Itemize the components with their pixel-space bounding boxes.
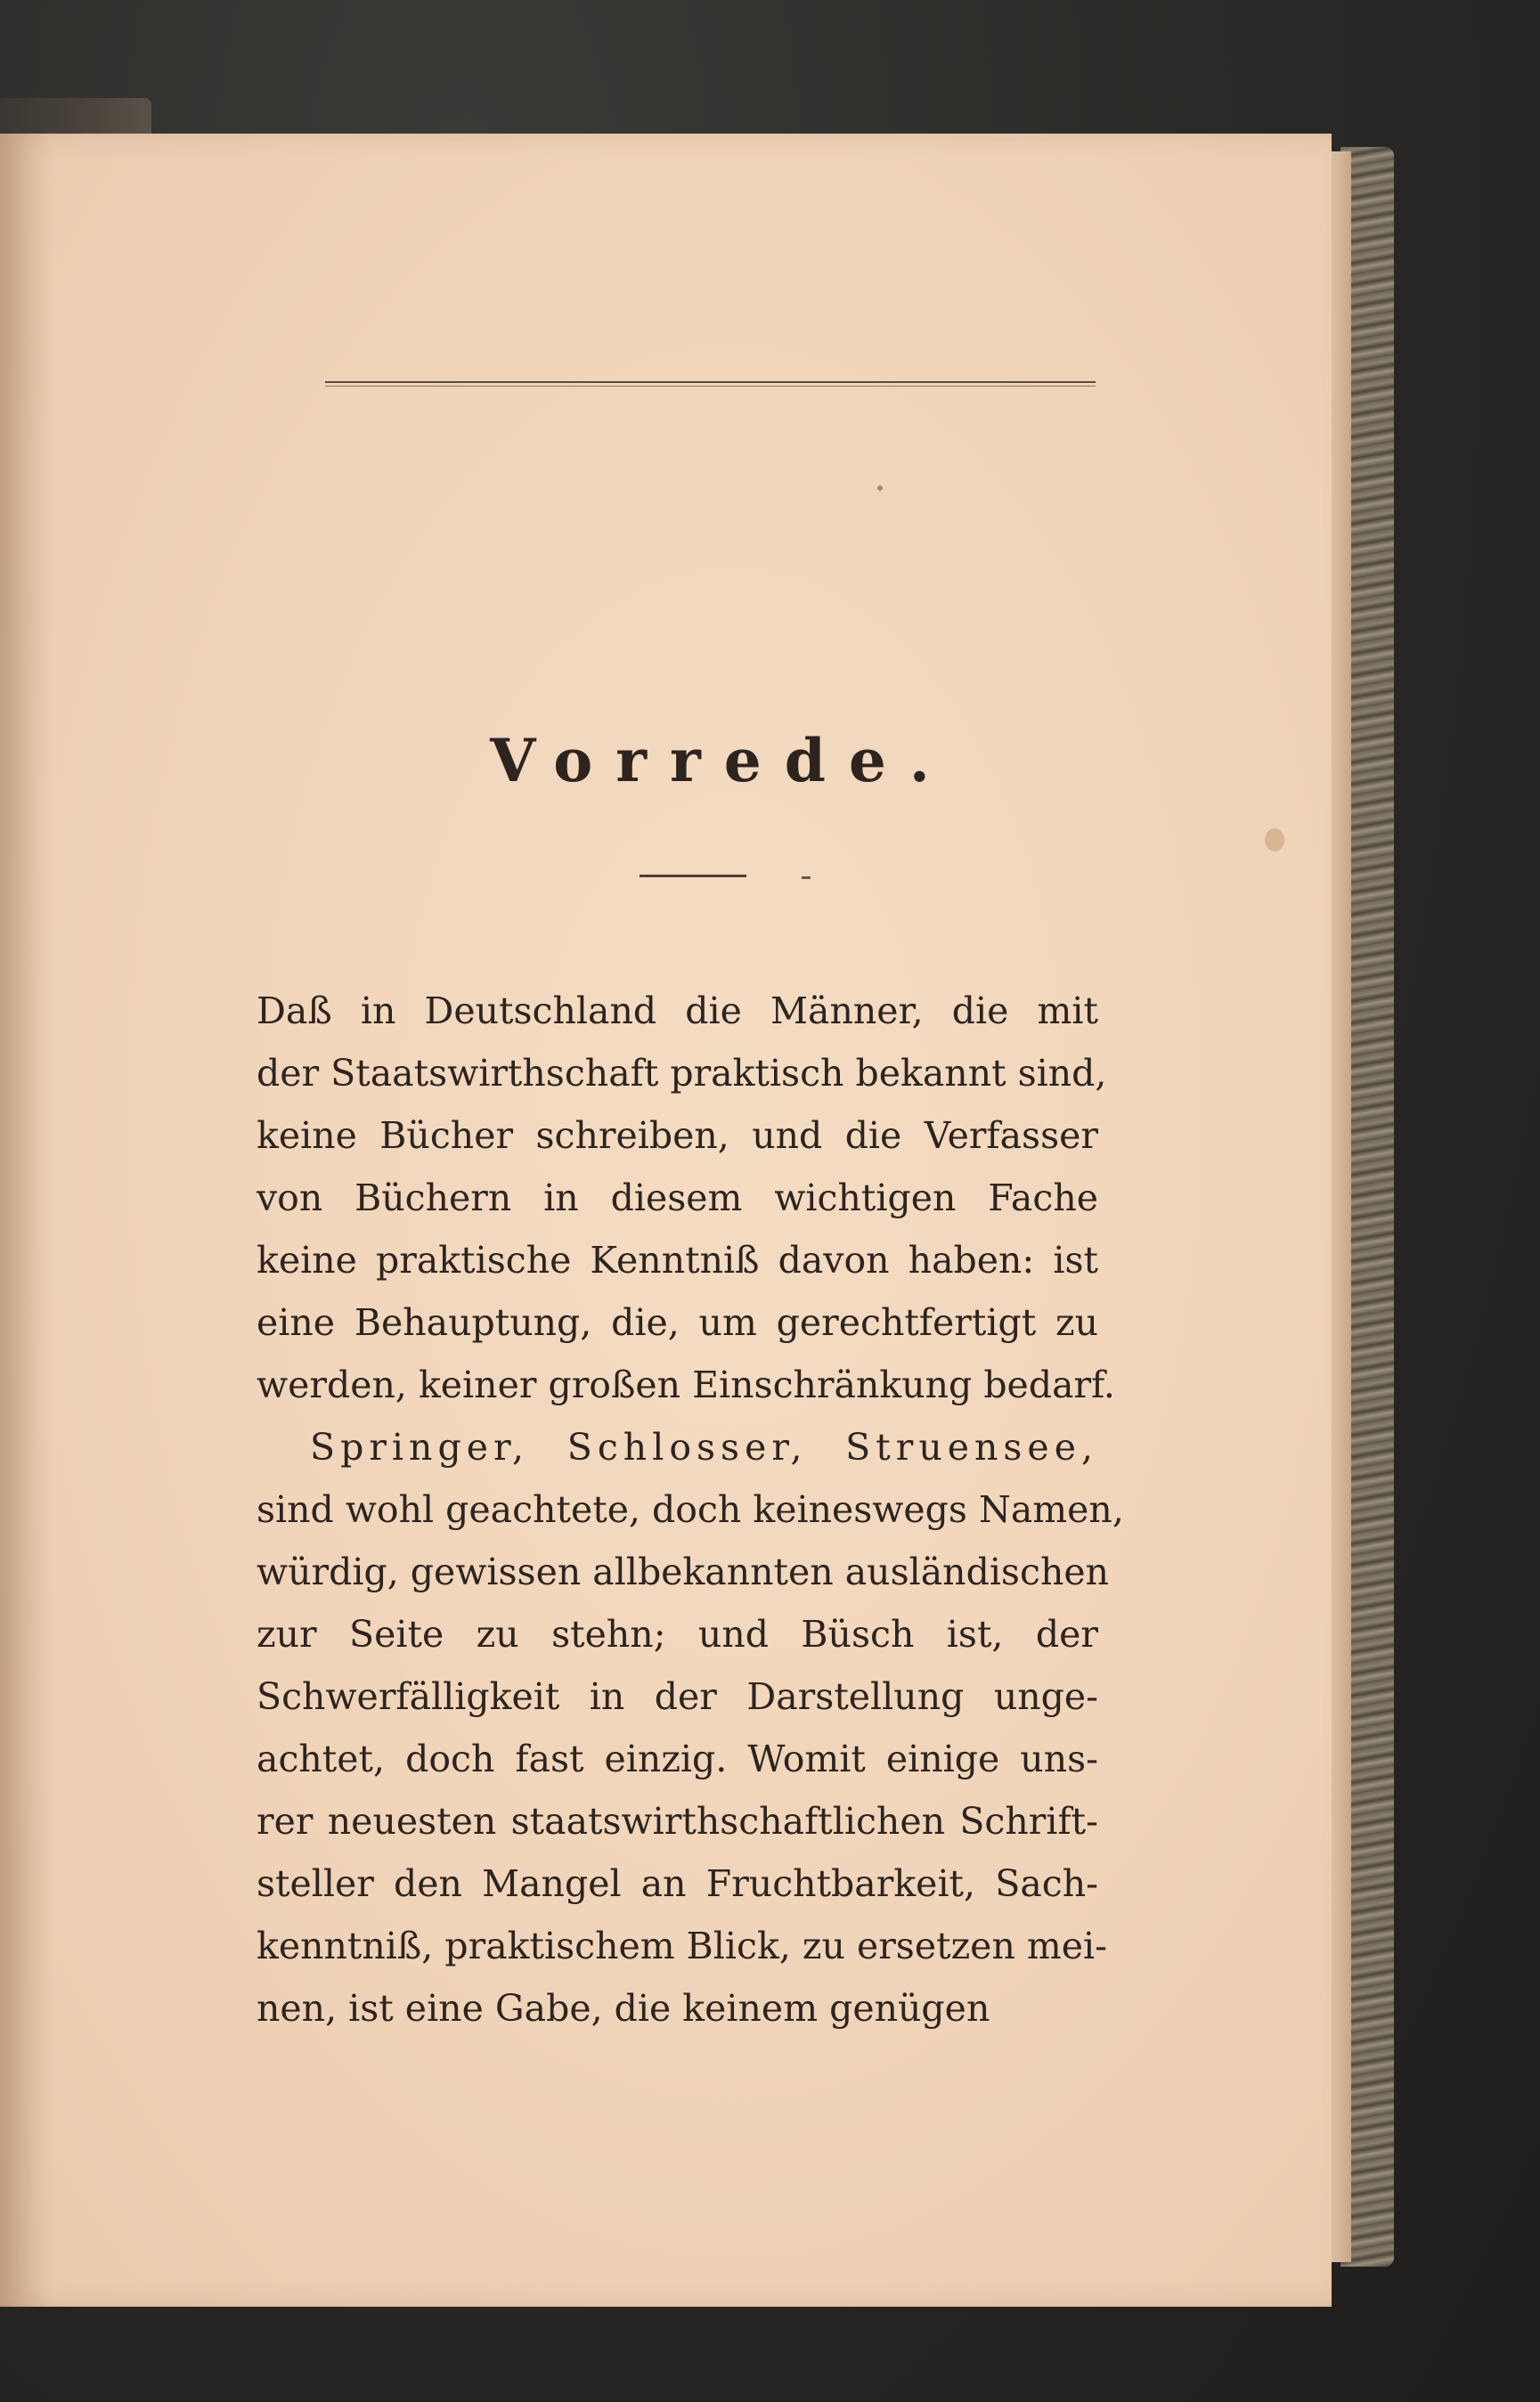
top-rule-line-thin bbox=[325, 386, 1096, 387]
text-line: zur Seite zu stehn; und Büsch ist, der bbox=[257, 1613, 1098, 1656]
text-line: keine Bücher schreiben, und die Verfasser bbox=[257, 1114, 1098, 1157]
text-line: eine Behauptung, die, um gerechtfertigt zu bbox=[257, 1301, 1098, 1344]
page-heading: Vorrede. bbox=[490, 726, 953, 795]
body-text bbox=[257, 980, 1124, 2040]
text-line: würdig, gewissen allbekannten ausländischen bbox=[257, 1551, 1110, 1593]
heading-divider bbox=[640, 875, 746, 877]
text-line: achtet, doch fast einzig. Womit einige uns- bbox=[257, 1738, 1098, 1780]
top-rule-line bbox=[325, 381, 1096, 383]
page-gutter-shadow bbox=[0, 134, 53, 2307]
text-line: der Staatswirthschaft praktisch bekannt sind, bbox=[257, 1052, 1107, 1095]
text-line: steller den Mangel an Fruchtbarkeit, Sach- bbox=[257, 1862, 1098, 1905]
text-line: nen, ist eine Gabe, die keinem genügen bbox=[257, 1987, 990, 2030]
text-line: Schwerfälligkeit in der Darstellung unge- bbox=[257, 1675, 1098, 1718]
text-line: Daß in Deutschland die Männer, die mit bbox=[257, 989, 1098, 1032]
text-line: keine praktische Kenntniß davon haben: ist bbox=[257, 1239, 1098, 1282]
text-line: werden, keiner großen Einschränkung bedarf. bbox=[257, 1364, 1115, 1406]
heading-divider-dash bbox=[802, 876, 811, 879]
paper-stain bbox=[1265, 828, 1284, 851]
text-line: von Büchern in diesem wichtigen Fache bbox=[257, 1177, 1098, 1219]
text-line: Springer, Schlosser, Struensee, bbox=[310, 1426, 1098, 1469]
text-line: sind wohl geachtete, doch keineswegs Namen, bbox=[257, 1488, 1124, 1531]
text-line: kenntniß, praktischem Blick, zu ersetzen mei- bbox=[257, 1925, 1107, 1967]
paper-stain bbox=[877, 485, 883, 491]
text-line: rer neuesten staatswirthschaftlichen Schrift- bbox=[257, 1800, 1098, 1843]
